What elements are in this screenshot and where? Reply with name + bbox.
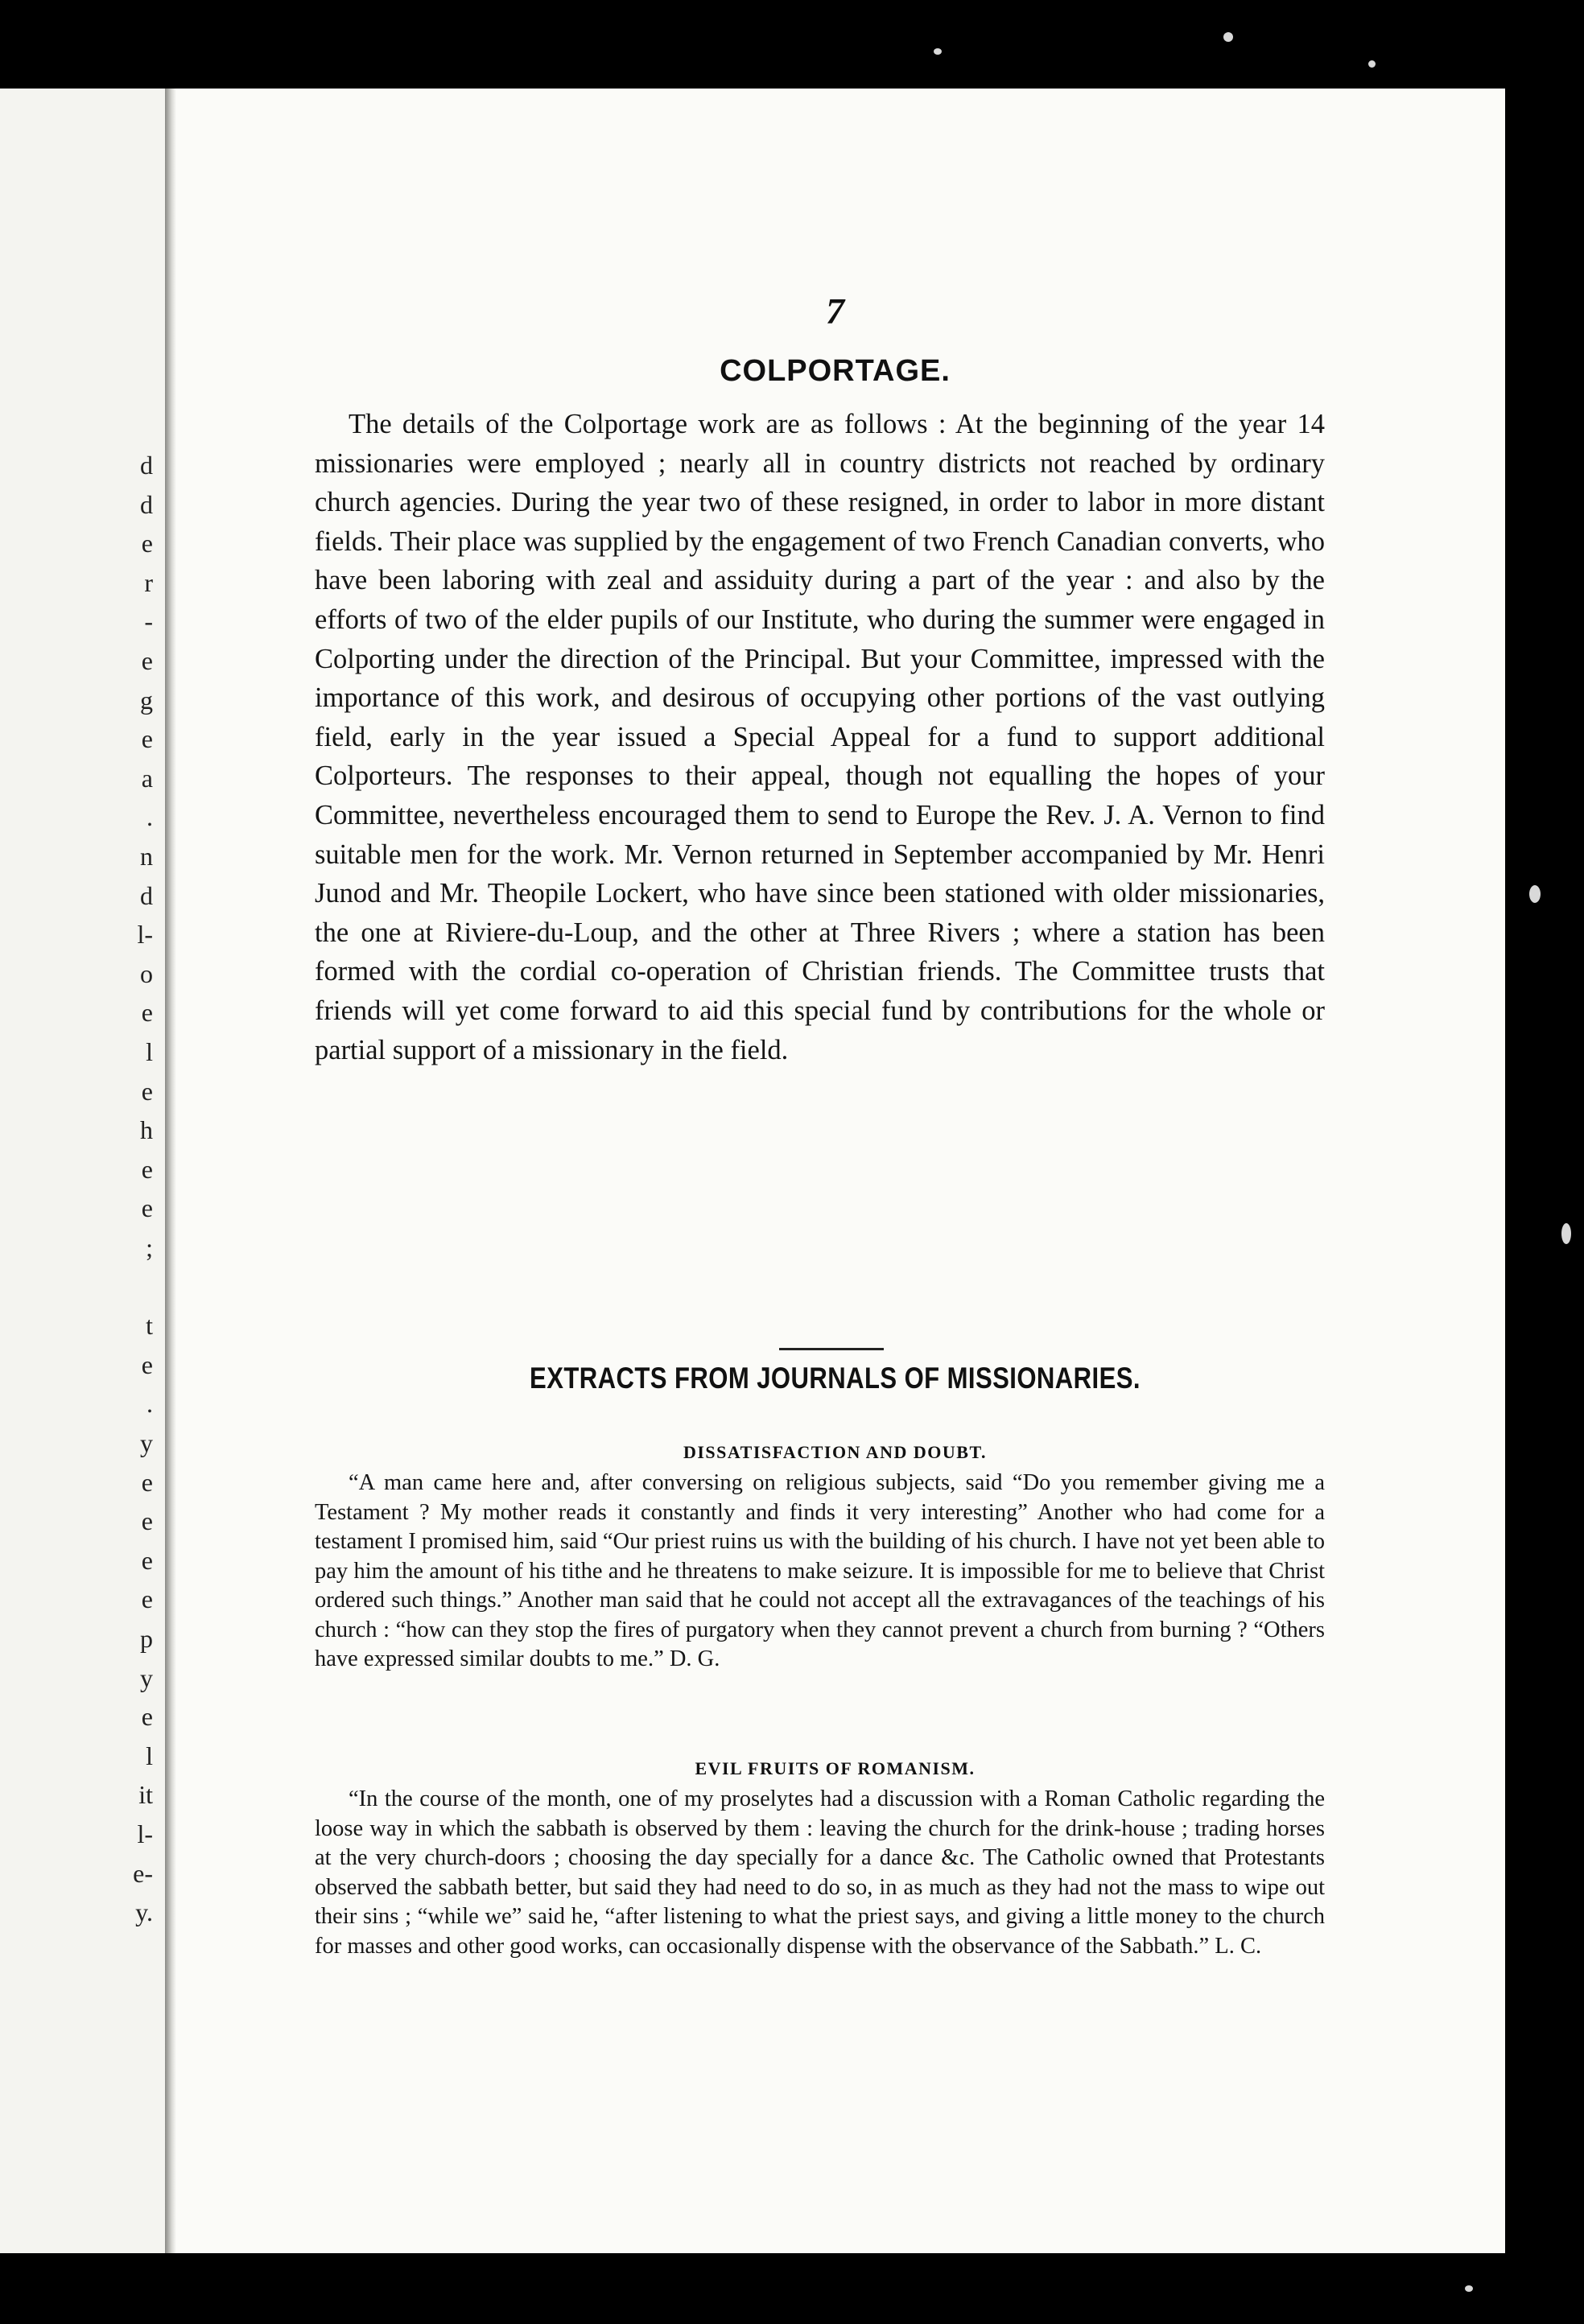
edge-letter: l	[146, 1037, 153, 1066]
document-page	[165, 89, 1505, 2253]
entry-subheading: DISSATISFACTION AND DOUBT.	[683, 1442, 987, 1462]
edge-letter: n	[140, 842, 153, 871]
edge-letter: y	[140, 1428, 153, 1457]
edge-letter: l-	[137, 920, 153, 950]
edge-letter: g	[140, 685, 153, 715]
edge-letter: ;	[146, 1233, 153, 1262]
edge-letter: e	[141, 1506, 153, 1536]
edge-letter: t	[146, 1311, 153, 1341]
edge-letter: e	[141, 1584, 153, 1614]
edge-letter: r	[144, 567, 153, 597]
previous-page-edge	[0, 89, 165, 2253]
scan-speck	[1368, 60, 1376, 68]
extracts-heading: EXTRACTS FROM JOURNALS OF MISSIONARIES.	[530, 1362, 1141, 1395]
edge-letter: .	[146, 802, 153, 832]
edge-letter: l-	[137, 1819, 153, 1848]
section-title: COLPORTAGE.	[720, 354, 951, 388]
journal-entry: “In the course of the month, one of my proselytes had a discussion with a Roman Catholic regarding the loose way in which the sabbath is observed by them : leaving the church for the drink-house ; trading horses at the very church-doors ; choosing the day specially for a dance &c. The Catholic owned that Protestants observed the sabbath better, but said they had need to do so, in as much as they had not the mass to wipe out their sins ; “while we” said he, “after listening to what the priest says, and giving a little money to the church for masses and other good works, can occasionally dispense with the observance of the Sabbath.” L. C.	[315, 1786, 1325, 1959]
edge-letter: l	[146, 1741, 153, 1770]
edge-letter: e	[141, 646, 153, 675]
journal-entry: “A man came here and, after conversing on religious subjects, said “Do you remember giving me a Testament ? My mother reads it constantly and finds it very interesting” Another who had come for a testament I promised him, said “Our priest ruins us with the building of his church. I have not yet been able to pay him the amount of his tithe and he threatens to make seizure. It is impossible for me to believe that Christ ordered such things.” Another man said that he could not accept all the extravagances of the teachings of his church : “how can they stop the fires of purgatory when they cannot prevent a church from burning ? “Others have expressed similar doubts to me.” D. G.	[315, 1470, 1325, 1671]
page-number: 7	[826, 290, 844, 332]
edge-letter: -	[144, 607, 153, 637]
entry-subheading: EVIL FRUITS OF ROMANISM.	[695, 1758, 976, 1778]
edge-letter: e	[141, 1545, 153, 1575]
edge-letter: e	[141, 998, 153, 1028]
edge-letter: y	[140, 1663, 153, 1692]
edge-letter: e	[141, 724, 153, 754]
edge-letter: e	[141, 1076, 153, 1106]
edge-letter: h	[140, 1115, 153, 1145]
scan-speck	[1561, 1223, 1571, 1244]
edge-letter: e	[141, 1467, 153, 1497]
edge-letter: e	[141, 1154, 153, 1184]
edge-letter: e	[141, 1349, 153, 1379]
scan-speck	[934, 48, 942, 55]
edge-letter: d	[140, 880, 153, 910]
scan-speck	[1465, 2285, 1473, 2292]
edge-letter: it	[138, 1780, 153, 1810]
edge-letter: a	[141, 763, 153, 793]
edge-letter: e	[141, 529, 153, 558]
edge-letter: .	[146, 1389, 153, 1419]
edge-letter: p	[140, 1624, 153, 1653]
edge-letter: y.	[135, 1898, 153, 1927]
scan-speck	[1529, 885, 1541, 903]
page-fold-shadow	[165, 89, 176, 2253]
edge-letter: e-	[133, 1858, 153, 1888]
edge-letter: o	[140, 958, 153, 988]
edge-letter: e	[141, 1702, 153, 1732]
scan-speck	[1223, 32, 1233, 42]
colportage-paragraph: The details of the Colportage work are as follows : At the beginning of the year 14 missionaries were employed ; nearly all in country districts not reached by ordinary church agencies. During the year two of these resigned, in order to labor in more distant fields. Their place was supplied by the engagement of two French Canadian converts, who have been laboring with zeal and assiduity during a part of the year : and also by the efforts of two of the elder pupils of our Institute, who during the summer were engaged in Colporting under the direction of the Principal. But your Committee, impressed with the importance of this work, and desirous of occupying other portions of the vast outlying field, early in the year issued a Special Appeal for a fund to support additional Colporteurs. The responses to their appeal, though not equalling the hopes of your Committee, nevertheless encouraged them to send to Europe the Rev. J. A. Vernon to find suitable men for the work. Mr. Vernon returned in September accompanied by Mr. Henri Junod and Mr. Theopile Lockert, who have since been stationed with older missionaries, the one at Riviere-du-Loup, and the other at Three Rivers ; where a station has been formed with the cordial co-operation of Christian friends. The Committee trusts that friends will yet come forward to aid this special fund by contributions for the whole or partial support of a missionary in the field.	[315, 409, 1325, 1065]
edge-letter: d	[140, 489, 153, 519]
section-divider	[779, 1348, 884, 1350]
edge-letter: e	[141, 1193, 153, 1223]
edge-letter: d	[140, 451, 153, 480]
